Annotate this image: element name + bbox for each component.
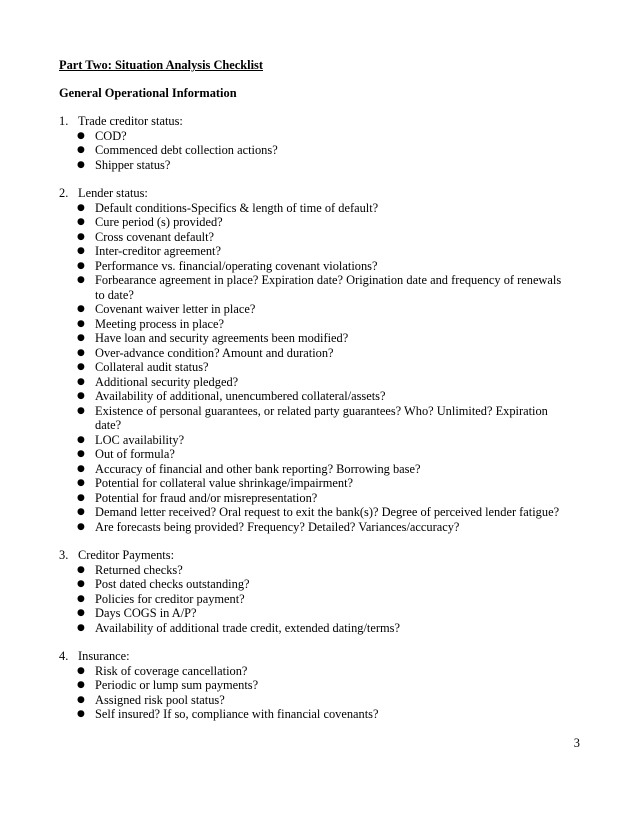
bullet-text: Shipper status?	[95, 157, 171, 172]
bullet-item	[59, 389, 569, 404]
section-heading: General Operational Information	[59, 86, 237, 100]
bullet-icon: ●	[77, 376, 85, 387]
bullet-item	[59, 693, 569, 708]
bullet-text: Default conditions-Specifics & length of time of default?	[95, 200, 379, 215]
checklist-item-label: Lender status:	[78, 186, 148, 200]
bullet-item	[59, 592, 569, 607]
bullet-item	[59, 302, 569, 317]
bullet-item	[59, 505, 569, 520]
bullet-item	[59, 317, 569, 332]
bullet-icon: ●	[77, 333, 85, 343]
checklist-item-label: Trade creditor status:	[78, 114, 183, 128]
bullet-item	[59, 678, 569, 693]
bullet-text: Availability of additional trade credit, extended dating/terms?	[95, 620, 400, 635]
bullet-item	[59, 244, 569, 259]
bullet-text: Potential for fraud and/or misrepresentation?	[95, 490, 318, 505]
bullet-text: Returned checks?	[95, 562, 183, 577]
bullet-icon: ●	[77, 694, 85, 705]
bullet-icon: ●	[77, 521, 85, 532]
bullet-icon: ●	[77, 217, 85, 227]
bullet-item	[59, 346, 569, 361]
bullet-text: Are forecasts being provided? Frequency? Detailed? Variances/accuracy?	[95, 519, 460, 534]
bullet-icon: ●	[77, 463, 85, 474]
bullet-icon: ●	[77, 449, 85, 459]
bullet-item	[59, 520, 569, 535]
bullet-text: Forbearance agreement in place? Expiration date? Origination date and frequency of renewals to date?	[95, 273, 562, 302]
bullet-item	[59, 664, 569, 679]
bullet-item	[59, 259, 569, 274]
bullet-text: Inter-creditor agreement?	[95, 244, 221, 258]
bullet-icon: ●	[77, 202, 85, 213]
bullet-icon: ●	[77, 709, 85, 719]
checklist	[59, 114, 569, 722]
checklist-item-label: Insurance:	[78, 649, 130, 663]
bullet-item	[59, 563, 569, 578]
bullet-item	[59, 375, 569, 390]
checklist-item	[59, 548, 569, 635]
bullet-item	[59, 215, 569, 230]
bullet-icon: ●	[77, 665, 85, 676]
bullet-item	[59, 707, 569, 722]
bullet-item	[59, 201, 569, 216]
bullet-text: Assigned risk pool status?	[95, 692, 225, 707]
bullet-text: Existence of personal guarantees, or related party guarantees? Who? Unlimited? Expiration date?	[95, 403, 548, 432]
bullet-icon: ●	[77, 405, 85, 416]
checklist-item	[59, 649, 569, 722]
bullet-text: Accuracy of financial and other bank reporting? Borrowing base?	[95, 461, 421, 476]
bullet-text: Cure period (s) provided?	[95, 215, 223, 229]
bullet-icon: ●	[77, 304, 85, 314]
checklist-item-number: 3.	[59, 548, 69, 562]
bullet-text: Risk of coverage cancellation?	[95, 663, 248, 678]
bullet-icon: ●	[77, 434, 85, 445]
bullet-item	[59, 158, 569, 173]
bullet-icon: ●	[77, 564, 85, 575]
bullet-icon: ●	[77, 347, 85, 358]
bullet-item	[59, 143, 569, 158]
bullet-item	[59, 433, 569, 448]
checklist-item-number: 2.	[59, 186, 69, 200]
bullet-text: COD?	[95, 128, 127, 143]
bullet-icon: ●	[77, 159, 85, 170]
checklist-item-label: Creditor Payments:	[78, 548, 175, 562]
checklist-item-number: 1.	[59, 114, 69, 128]
bullet-text: Demand letter received? Oral request to exit the bank(s)? Degree of perceived lender fatigue?	[95, 505, 560, 519]
bullet-item	[59, 230, 569, 245]
checklist-item-heading	[59, 649, 569, 664]
bullet-icon: ●	[77, 507, 85, 517]
bullet-item	[59, 404, 569, 433]
bullet-text: Policies for creditor payment?	[95, 591, 245, 606]
bullet-icon: ●	[77, 680, 85, 690]
bullet-icon: ●	[77, 130, 85, 141]
bullet-icon: ●	[77, 593, 85, 604]
bullet-text: LOC availability?	[95, 432, 185, 447]
bullet-text: Commenced debt collection actions?	[95, 143, 278, 157]
bullet-text: Availability of additional, unencumbered collateral/assets?	[95, 389, 386, 403]
bullet-icon: ●	[77, 145, 85, 155]
bullet-item	[59, 606, 569, 621]
bullet-text: Performance vs. financial/operating covenant violations?	[95, 258, 378, 273]
bullet-text: Self insured? If so, compliance with financial covenants?	[95, 707, 379, 721]
bullet-list	[59, 563, 569, 636]
bullet-text: Out of formula?	[95, 447, 175, 461]
bullet-icon: ●	[77, 231, 85, 242]
bullet-item	[59, 273, 569, 302]
bullet-item	[59, 621, 569, 636]
bullet-icon: ●	[77, 391, 85, 401]
bullet-item	[59, 129, 569, 144]
document-content	[59, 58, 569, 722]
bullet-text: Over-advance condition? Amount and duration?	[95, 345, 334, 360]
bullet-list	[59, 664, 569, 722]
bullet-text: Have loan and security agreements been modified?	[95, 331, 349, 345]
bullet-icon: ●	[77, 275, 85, 285]
bullet-text: Cross covenant default?	[95, 229, 215, 244]
bullet-item	[59, 577, 569, 592]
bullet-icon: ●	[77, 362, 85, 372]
bullet-text: Periodic or lump sum payments?	[95, 678, 259, 692]
checklist-item	[59, 186, 569, 534]
bullet-icon: ●	[77, 622, 85, 633]
bullet-list	[59, 129, 569, 173]
page-number: 3	[573, 736, 580, 750]
bullet-text: Meeting process in place?	[95, 316, 225, 331]
bullet-text: Potential for collateral value shrinkage/impairment?	[95, 476, 354, 490]
bullet-text: Collateral audit status?	[95, 360, 209, 374]
checklist-item-heading	[59, 114, 569, 129]
bullet-item	[59, 447, 569, 462]
bullet-icon: ●	[77, 318, 85, 329]
part-title: Part Two: Situation Analysis Checklist	[59, 58, 264, 72]
bullet-icon: ●	[77, 478, 85, 488]
bullet-item	[59, 331, 569, 346]
bullet-item	[59, 476, 569, 491]
bullet-text: Covenant waiver letter in place?	[95, 302, 256, 316]
bullet-text: Post dated checks outstanding?	[95, 577, 250, 591]
checklist-item-heading	[59, 186, 569, 201]
bullet-list	[59, 201, 569, 535]
checklist-item-number: 4.	[59, 649, 69, 663]
bullet-icon: ●	[77, 608, 85, 618]
bullet-icon: ●	[77, 260, 85, 271]
bullet-icon: ●	[77, 492, 85, 503]
checklist-item	[59, 114, 569, 172]
checklist-item-heading	[59, 548, 569, 563]
bullet-item	[59, 360, 569, 375]
bullet-item	[59, 462, 569, 477]
bullet-text: Days COGS in A/P?	[95, 606, 197, 620]
bullet-text: Additional security pledged?	[95, 374, 239, 389]
bullet-icon: ●	[77, 246, 85, 256]
bullet-icon: ●	[77, 579, 85, 589]
bullet-item	[59, 491, 569, 506]
